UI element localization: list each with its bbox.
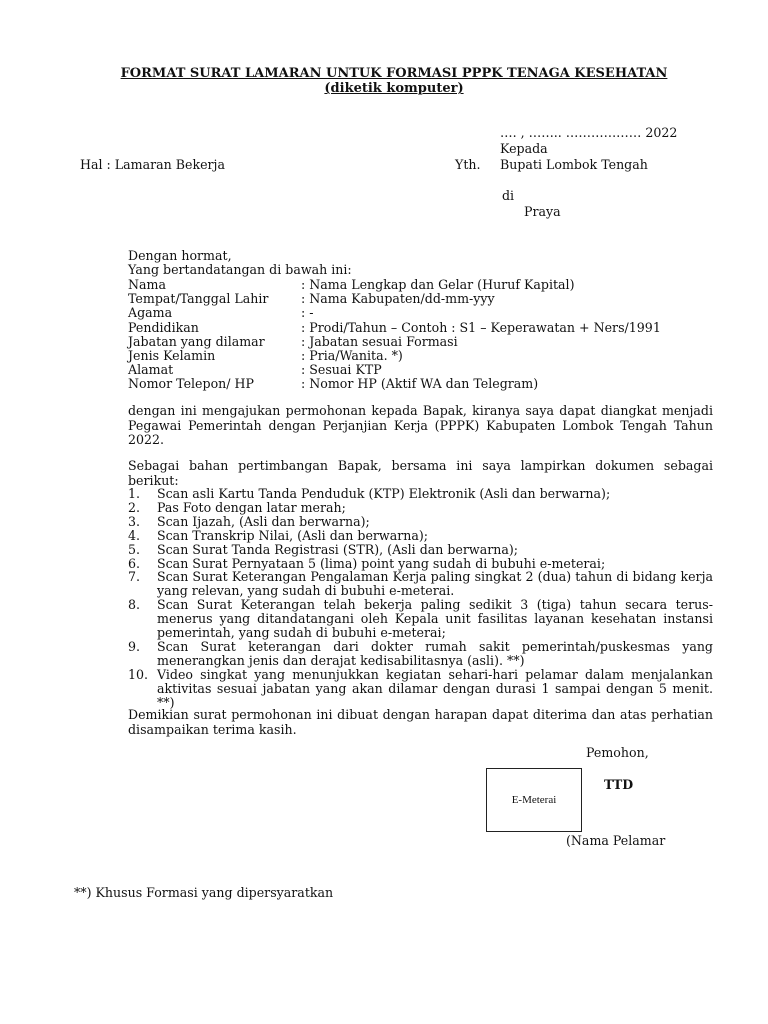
item-number: 8. <box>128 597 141 613</box>
list-item <box>128 598 713 640</box>
applicant-name: (Nama Pelamar <box>566 833 666 848</box>
field-label: Jabatan yang dilamar <box>128 333 265 349</box>
e-meterai-box <box>486 768 582 832</box>
recipient-place: Praya <box>524 204 561 219</box>
item-text: Scan Surat keterangan dari dokter rumah sakit pemerintah/puskesmas yang menerangkan jenis dan derajat kedisabilitasnya (asli). **) <box>157 638 713 668</box>
kepada-label: Kepada <box>500 141 548 156</box>
list-item <box>128 529 713 543</box>
list-item <box>128 543 713 557</box>
signature-placeholder: TTD <box>604 777 634 792</box>
item-text: Scan Surat Keterangan telah bekerja paling sedikit 3 (tiga) tahun secara terus- menerus yang ditandatangani oleh Kepala unit fasilitas layanan kesehatan instansi pemerintah, yang sudah di bubuhi e-meterai; <box>157 597 713 641</box>
item-text: Scan asli Kartu Tanda Penduduk (KTP) Elektronik (Asli dan berwarna); <box>157 486 611 501</box>
list-item <box>128 668 713 710</box>
item-number: 1. <box>128 486 141 501</box>
footnote: **) Khusus Formasi yang dipersyaratkan <box>74 885 334 900</box>
item-number: 6. <box>128 555 141 571</box>
greeting: Dengan hormat, <box>128 248 232 263</box>
item-number: 9. <box>128 638 141 654</box>
applicant-fields <box>128 278 661 392</box>
field-row <box>128 321 661 335</box>
field-row <box>128 278 661 292</box>
field-value: : Pria/Wanita. *) <box>301 347 403 363</box>
pemohon-label: Pemohon, <box>586 745 649 760</box>
item-number: 3. <box>128 513 141 529</box>
e-meterai-label: E-Meterai <box>511 793 557 806</box>
list-item <box>128 570 713 598</box>
field-row <box>128 377 661 391</box>
item-number: 2. <box>128 499 141 515</box>
item-text: Scan Ijazah, (Asli dan berwarna); <box>157 513 370 529</box>
list-item <box>128 501 713 515</box>
field-value: : Nama Kabupaten/dd-mm-yyy <box>301 291 495 307</box>
attachments-intro: Sebagai bahan pertimbangan Bapak, bersama ini saya lampirkan dokumen sebagai berikut: <box>128 458 713 488</box>
field-label: Tempat/Tanggal Lahir <box>128 291 269 307</box>
subject-line: Hal : Lamaran Bekerja <box>80 157 225 172</box>
intro-line: Yang bertandatangan di bawah ini: <box>128 262 352 277</box>
field-value: : Nomor HP (Aktif WA dan Telegram) <box>301 376 539 392</box>
item-number: 7. <box>128 569 141 585</box>
item-number: 4. <box>128 527 141 543</box>
document-list <box>128 487 713 710</box>
item-number: 10. <box>128 666 149 682</box>
field-row <box>128 349 661 363</box>
list-item <box>128 640 713 668</box>
list-item <box>128 515 713 529</box>
recipient-name: Bupati Lombok Tengah <box>500 157 648 172</box>
field-label: Nomor Telepon/ HP <box>128 376 254 392</box>
field-label: Nama <box>128 277 166 292</box>
item-text: Pas Foto dengan latar merah; <box>157 499 346 515</box>
item-text: Scan Surat Pernyataan 5 (lima) point yang sudah di bubuhi e-meterai; <box>157 555 606 571</box>
field-value: : Prodi/Tahun – Contoh : S1 – Keperawatan + Ners/1991 <box>301 319 661 335</box>
field-label: Agama <box>128 305 173 321</box>
date-line: …. , …….. ……………… 2022 <box>500 125 678 140</box>
field-row <box>128 292 661 306</box>
field-row <box>128 306 661 320</box>
list-item <box>128 487 713 501</box>
item-number: 5. <box>128 541 141 557</box>
item-text: Scan Surat Tanda Registrasi (STR), (Asli dan berwarna); <box>157 541 518 557</box>
field-value: : - <box>301 305 314 321</box>
yth-label: Yth. <box>455 157 481 172</box>
di-label: di <box>502 188 515 203</box>
letter-header <box>0 66 768 96</box>
item-text: Video singkat yang menunjukkan kegiatan sehari-hari pelamar dalam menjalankan aktivitas sesuai jabatan yang akan dilamar dengan durasi 1 sampai dengan 5 menit. **) <box>157 666 713 710</box>
field-label: Jenis Kelamin <box>128 347 216 363</box>
list-item <box>128 557 713 571</box>
item-text: Scan Surat Keterangan Pengalaman Kerja paling singkat 2 (dua) tahun di bidang kerja yang relevan, yang sudah di bubuhi e-meterai. <box>157 569 713 599</box>
application-paragraph: dengan ini mengajukan permohonan kepada Bapak, kiranya saya dapat diangkat menjadi Pegawai Pemerintah dengan Perjanjian Kerja (PPPK) Kabupaten Lombok Tengah Tahun 2022. <box>128 403 713 447</box>
item-text: Scan Transkrip Nilai, (Asli dan berwarna); <box>157 527 428 543</box>
document-subtitle: (diketik komputer) <box>324 81 464 96</box>
field-value: : Nama Lengkap dan Gelar (Huruf Kapital) <box>301 277 575 292</box>
field-value: : Sesuai KTP <box>301 362 382 378</box>
field-label: Alamat <box>128 362 174 378</box>
field-row <box>128 335 661 349</box>
closing-paragraph: Demikian surat permohonan ini dibuat dengan harapan dapat diterima dan atas perhatian disampaikan terima kasih. <box>128 707 713 737</box>
field-row <box>128 363 661 377</box>
document-title: FORMAT SURAT LAMARAN UNTUK FORMASI PPPK TENAGA KESEHATAN <box>120 66 668 81</box>
field-value: : Jabatan sesuai Formasi <box>301 333 458 349</box>
field-label: Pendidikan <box>128 319 199 335</box>
